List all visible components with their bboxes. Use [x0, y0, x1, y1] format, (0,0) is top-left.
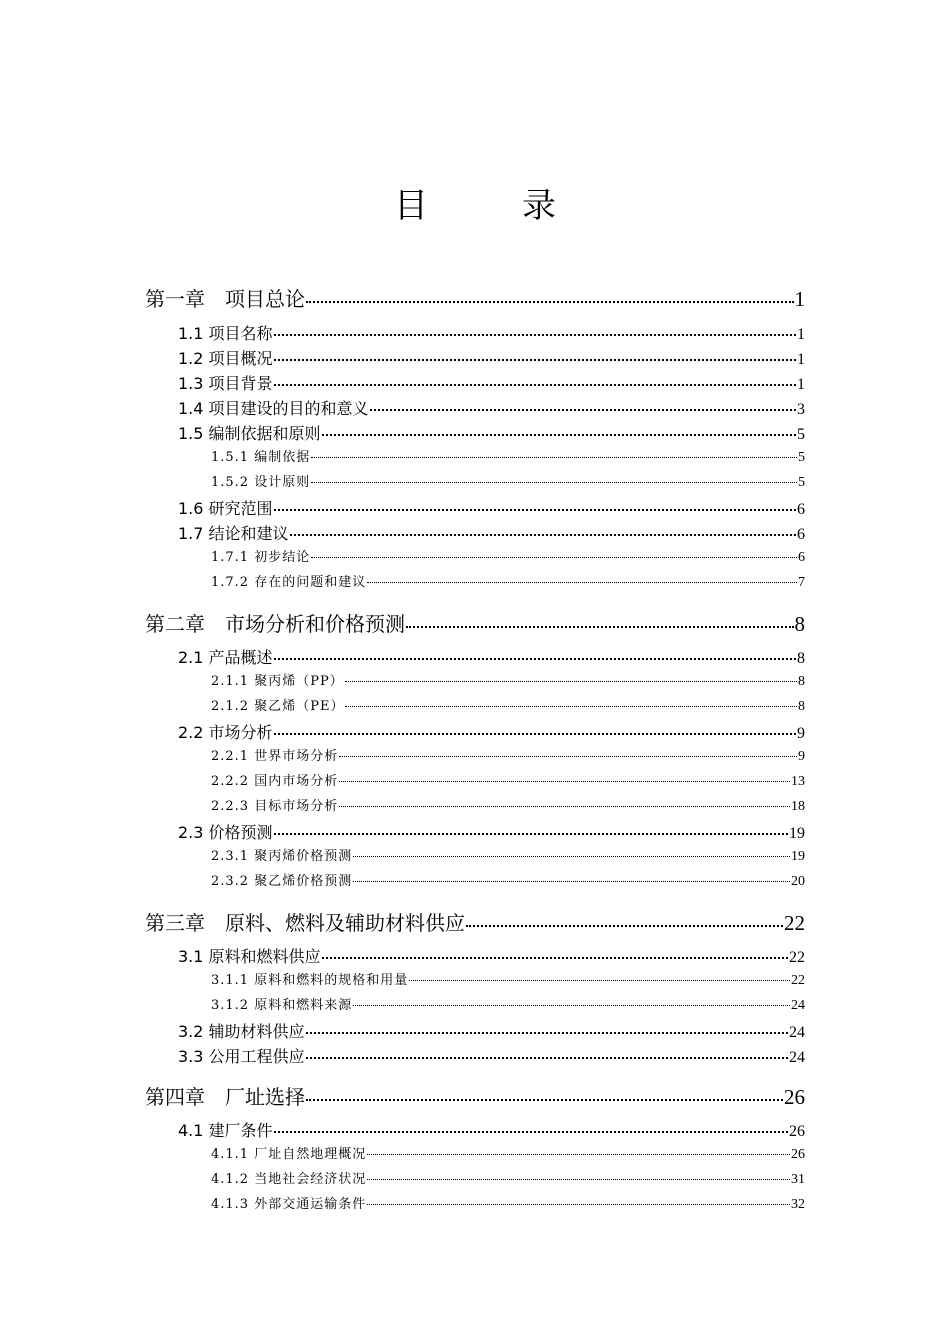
toc-dot-leader	[367, 1204, 790, 1205]
toc-entry-level-2[interactable]	[178, 371, 805, 394]
toc-entry-label: 4.1 建厂条件	[178, 1121, 273, 1140]
toc-page-number: 22	[789, 949, 805, 966]
toc-dot-leader	[306, 301, 794, 303]
toc-entry-level-3[interactable]	[211, 1143, 805, 1163]
toc-entry-level-2[interactable]	[178, 496, 805, 519]
toc-page-number: 26	[791, 1147, 805, 1162]
toc-entry-level-1[interactable]	[145, 1081, 805, 1110]
toc-dot-leader	[306, 1057, 788, 1059]
toc-dot-leader	[306, 1099, 783, 1101]
toc-entry-level-3[interactable]	[211, 546, 805, 566]
toc-page-number: 1	[794, 287, 805, 311]
toc-entry-level-2[interactable]	[178, 645, 805, 668]
toc-entry-level-2[interactable]	[178, 521, 805, 544]
toc-page-number: 32	[791, 1197, 805, 1212]
toc-entry-level-3[interactable]	[211, 994, 805, 1014]
toc-entry-level-2[interactable]	[178, 944, 805, 967]
toc-dot-leader	[311, 557, 797, 558]
toc-page-number: 22	[791, 973, 805, 988]
toc-dot-leader	[353, 1005, 790, 1006]
toc-entry-label: 1.6 研究范围	[178, 499, 273, 518]
toc-entry-label: 2.2.1 世界市场分析	[211, 749, 339, 764]
toc-entry-level-3[interactable]	[211, 845, 805, 865]
toc-page-number: 24	[789, 1024, 805, 1041]
toc-entry-level-3[interactable]	[211, 1193, 805, 1213]
toc-entry-level-3[interactable]	[211, 695, 805, 715]
toc-dot-leader	[339, 781, 790, 782]
toc-page-number: 1	[797, 326, 805, 343]
toc-dot-leader	[367, 1179, 790, 1180]
toc-entry-label: 1.3 项目背景	[178, 374, 273, 393]
toc-page-number: 24	[791, 998, 805, 1013]
toc-entry-level-3[interactable]	[211, 969, 805, 989]
toc-entry-level-2[interactable]	[178, 1118, 805, 1141]
toc-entry-label: 2.2.3 目标市场分析	[211, 799, 339, 814]
toc-page-number: 3	[797, 401, 805, 418]
toc-page-number: 22	[784, 911, 805, 935]
toc-entry-level-2[interactable]	[178, 1044, 805, 1067]
toc-page-number: 5	[798, 475, 805, 490]
toc-entry-label: 1.4 项目建设的目的和意义	[178, 399, 369, 418]
toc-entry-label: 第四章 厂址选择	[145, 1085, 305, 1109]
toc-entry-label: 4.1.3 外部交通运输条件	[211, 1197, 367, 1212]
toc-entry-label: 1.7.1 初步结论	[211, 550, 311, 565]
toc-dot-leader	[322, 957, 788, 959]
toc-page-number: 8	[797, 650, 805, 667]
toc-dot-leader	[322, 434, 796, 436]
toc-entry-level-2[interactable]	[178, 346, 805, 369]
toc-entry-label: 3.3 公用工程供应	[178, 1047, 305, 1066]
toc-entry-level-3[interactable]	[211, 471, 805, 491]
toc-dot-leader	[345, 681, 797, 682]
toc-entry-level-1[interactable]	[145, 283, 805, 312]
toc-entry-label: 2.1.1 聚丙烯（PP）	[211, 674, 344, 689]
toc-entry-level-3[interactable]	[211, 745, 805, 765]
toc-dot-leader	[353, 856, 790, 857]
toc-page-number: 9	[797, 725, 805, 742]
toc-entry-level-2[interactable]	[178, 321, 805, 344]
toc-entry-label: 3.1 原料和燃料供应	[178, 947, 321, 966]
toc-entry-label: 2.1 产品概述	[178, 648, 273, 667]
toc-dot-leader	[311, 482, 797, 483]
toc-entry-label: 1.5 编制依据和原则	[178, 424, 321, 443]
toc-entry-label: 4.1.1 厂址自然地理概况	[211, 1147, 367, 1162]
toc-dot-leader	[370, 409, 796, 411]
toc-entry-label: 第三章 原料、燃料及辅助材料供应	[145, 911, 465, 935]
toc-dot-leader	[311, 457, 797, 458]
toc-entry-label: 2.2.2 国内市场分析	[211, 774, 339, 789]
toc-entry-level-3[interactable]	[211, 770, 805, 790]
toc-entry-level-2[interactable]	[178, 720, 805, 743]
toc-entry-level-1[interactable]	[145, 608, 805, 637]
toc-page-number: 19	[789, 825, 805, 842]
toc-dot-leader	[274, 359, 796, 361]
toc-entry-label: 1.7 结论和建议	[178, 524, 289, 543]
toc-dot-leader	[274, 509, 796, 511]
toc-page-number: 1	[797, 376, 805, 393]
toc-entry-label: 1.7.2 存在的问题和建议	[211, 575, 367, 590]
toc-entry-level-1[interactable]	[145, 907, 805, 936]
toc-dot-leader	[290, 534, 796, 536]
toc-dot-leader	[345, 706, 797, 707]
toc-page-number: 5	[797, 426, 805, 443]
toc-dot-leader	[339, 756, 797, 757]
toc-entry-label: 3.2 辅助材料供应	[178, 1022, 305, 1041]
toc-entry-level-2[interactable]	[178, 421, 805, 444]
toc-page-number: 9	[798, 749, 805, 764]
toc-dot-leader	[367, 582, 797, 583]
toc-page-number: 20	[791, 874, 805, 889]
toc-entry-label: 1.1 项目名称	[178, 324, 273, 343]
toc-page-number: 5	[798, 450, 805, 465]
toc-dot-leader	[274, 334, 796, 336]
toc-page-number: 6	[797, 501, 805, 518]
toc-entry-level-2[interactable]	[178, 1019, 805, 1042]
toc-dot-leader	[306, 1032, 788, 1034]
toc-entry-level-3[interactable]	[211, 571, 805, 591]
toc-entry-label: 1.2 项目概况	[178, 349, 273, 368]
toc-entry-level-3[interactable]	[211, 795, 805, 815]
toc-entry-label: 3.1.2 原料和燃料来源	[211, 998, 353, 1013]
toc-page-number: 8	[794, 612, 805, 636]
toc-dot-leader	[367, 1154, 790, 1155]
toc-entry-label: 第一章 项目总论	[145, 287, 305, 311]
toc-page-number: 6	[798, 550, 805, 565]
toc-entry-label: 第二章 市场分析和价格预测	[145, 612, 405, 636]
toc-page-number: 31	[791, 1172, 805, 1187]
toc-page-number: 19	[791, 849, 805, 864]
toc-entry-level-3[interactable]	[211, 870, 805, 890]
toc-dot-leader	[353, 881, 790, 882]
toc-dot-leader	[274, 658, 796, 660]
toc-page-number: 26	[789, 1123, 805, 1140]
toc-entry-label: 2.3 价格预测	[178, 823, 273, 842]
toc-dot-leader	[274, 384, 796, 386]
toc-page-number: 8	[798, 699, 805, 714]
toc-entry-level-3[interactable]	[211, 1168, 805, 1188]
toc-dot-leader	[274, 833, 788, 835]
toc-dot-leader	[406, 626, 794, 628]
toc-page-number: 26	[784, 1085, 805, 1109]
page-title: 目 录	[394, 186, 586, 226]
toc-page-number: 7	[798, 575, 805, 590]
toc-entry-label: 3.1.1 原料和燃料的规格和用量	[211, 973, 409, 988]
toc-entry-level-3[interactable]	[211, 670, 805, 690]
toc-entry-level-2[interactable]	[178, 820, 805, 843]
toc-page-number: 13	[791, 774, 805, 789]
toc-entry-label: 2.3.1 聚丙烯价格预测	[211, 849, 353, 864]
toc-dot-leader	[409, 980, 790, 981]
toc-page-number: 18	[791, 799, 805, 814]
toc-entry-label: 4.1.2 当地社会经济状况	[211, 1172, 367, 1187]
toc-page-number: 24	[789, 1049, 805, 1066]
toc-entry-label: 2.1.2 聚乙烯（PE）	[211, 699, 345, 714]
toc-entry-label: 2.2 市场分析	[178, 723, 273, 742]
toc-dot-leader	[274, 733, 796, 735]
toc-entry-label: 2.3.2 聚乙烯价格预测	[211, 874, 353, 889]
toc-dot-leader	[274, 1131, 788, 1133]
toc-dot-leader	[466, 925, 783, 927]
toc-entry-level-3[interactable]	[211, 446, 805, 466]
toc-entry-label: 1.5.2 设计原则	[211, 475, 311, 490]
toc-page-number: 1	[797, 351, 805, 368]
toc-page-number: 6	[797, 526, 805, 543]
toc-page-number: 8	[798, 674, 805, 689]
toc-dot-leader	[339, 806, 790, 807]
toc-entry-label: 1.5.1 编制依据	[211, 450, 311, 465]
toc-entry-level-2[interactable]	[178, 396, 805, 419]
